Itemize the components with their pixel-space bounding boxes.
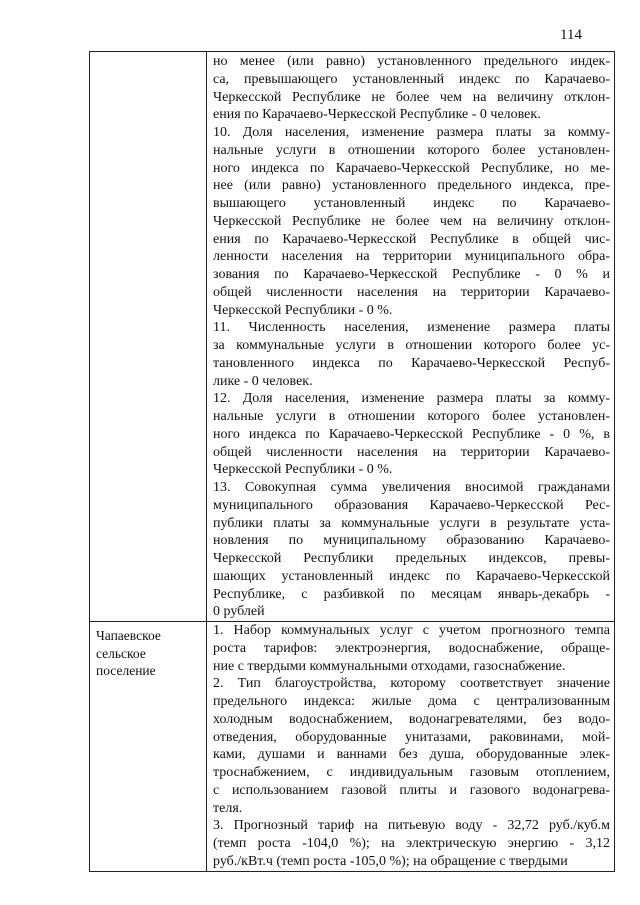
text-line: Черкесской Республики - 0 %.: [213, 462, 393, 478]
text-line: 13. Совокупная сумма увеличения вносимой гражданами: [213, 480, 610, 495]
text-line: 2. Тип благоустройства, которому соответствует значение: [213, 676, 610, 692]
text-line: новления по муниципальному образованию Карачаево-: [213, 533, 610, 549]
settlement-name-cell: [90, 52, 207, 622]
text-line: 1. Набор коммунальных услуг с учетом прогнозного темпа: [213, 623, 610, 638]
text-line: тановленного индекса по Карачаево-Черкесской Респуб-: [213, 355, 610, 371]
text-line: роста тарифов: электроэнергия, водоснабжение, обраще-: [213, 640, 610, 656]
text-line: шающих установленный индекс по Карачаево-Черкесской: [213, 568, 610, 584]
indicator-paragraph: [207, 675, 614, 817]
text-line: 10. Доля населения, изменение размера платы за комму-: [213, 125, 610, 140]
table-row: [90, 622, 615, 872]
text-line: (темп роста -104,0 %); на электрическую энергию - 3,12: [213, 836, 610, 851]
text-line: троснабжением, с индивидуальным газовым отоплением,: [213, 765, 610, 780]
text-line: Черкесской Республике не более чем на величину отклон-: [213, 89, 610, 105]
text-line: лике - 0 человек.: [213, 373, 313, 389]
text-line: 11. Численность населения, изменение размера платы: [213, 320, 610, 336]
text-line: за коммунальные услуги в отношении которого более ус-: [213, 338, 610, 353]
text-line: предельного индекса: жилые дома с централизованным: [213, 694, 610, 709]
text-line: 12. Доля населения, изменение размера платы за комму-: [213, 391, 610, 407]
indicators-cell: [207, 622, 615, 872]
settlement-name-cell: [90, 622, 207, 872]
indicator-paragraph: [207, 622, 614, 675]
text-line: ленности населения на территории муниципального обра-: [213, 249, 610, 265]
indicator-paragraph: [207, 53, 614, 124]
settlement-name-line: Чапаевское: [96, 628, 161, 643]
text-line: Черкесской Республики - 0 %.: [213, 302, 393, 318]
text-line: общей численности населения на территории Карачаево-: [213, 444, 610, 460]
text-line: ками, душами и ваннами без душа, оборудованные элек-: [213, 747, 610, 763]
text-line: ения по Карачаево-Черкесской Республике в общей чис-: [213, 231, 610, 247]
indicator-paragraph: [207, 319, 614, 390]
settlement-name: [90, 622, 206, 680]
text-line: ного индекса по Карачаево-Черкесской Республике, но ме-: [213, 160, 610, 176]
text-line: нее (или равно) установленного предельного индекса, пре-: [213, 178, 610, 194]
indicator-paragraph: [207, 817, 614, 870]
text-line: ного индекса по Карачаево-Черкесской Республике - 0 %, в: [213, 426, 610, 442]
text-line: са, превышающего установленный индекс по Карачаево-: [213, 71, 610, 87]
settlement-name-line: сельское: [96, 645, 146, 661]
text-line: публики платы за коммунальные услуги в результате уста-: [213, 515, 610, 531]
indicators-cell: [207, 52, 615, 622]
text-line: отведения, оборудованные унитазами, раковинами, мой-: [213, 729, 610, 745]
text-line: вышающего установленный индекс по Карачаево-: [213, 196, 610, 211]
text-line: холодным водоснабжением, водонагревателями, без водо-: [213, 711, 610, 727]
text-line: теля.: [213, 800, 243, 816]
text-line: 3. Прогнозный тариф на питьевую воду - 32,72 руб./куб.м: [213, 818, 610, 834]
text-line: Черкесской Республике не более чем на величину отклон-: [213, 213, 610, 229]
text-line: руб./кВт.ч (темп роста -105,0 %); на обращение с твердыми: [213, 853, 568, 869]
page-number: 114: [560, 27, 582, 43]
text-line: но менее (или равно) установленного предельного индек-: [213, 54, 610, 69]
text-line: муниципального образования Карачаево-Черкесской Рес-: [213, 497, 610, 513]
indicator-paragraph: [207, 390, 614, 479]
text-line: ения по Карачаево-Черкесской Республике - 0 человек.: [213, 107, 541, 123]
text-line: ние с твердыми коммунальными отходами, газоснабжение.: [213, 658, 566, 674]
text-line: Республике, с разбивкой по месяцам январь-декабрь -: [213, 586, 610, 602]
text-line: общей численности населения на территории Карачаево-: [213, 284, 610, 300]
text-line: 0 рублей: [213, 604, 265, 620]
indicator-paragraph: [207, 479, 614, 621]
indicator-paragraph: [207, 124, 614, 319]
settlement-table: [89, 51, 615, 872]
text-line: с использованием газовой плиты и газового водонагрева-: [213, 782, 610, 798]
text-line: нальные услуги в отношении которого более установлен-: [213, 142, 610, 158]
table-row: [90, 52, 615, 622]
text-line: зования по Карачаево-Черкесской Республике - 0 % и: [213, 267, 610, 282]
text-line: нальные услуги в отношении которого более установлен-: [213, 409, 610, 424]
settlement-name-line: поселение: [96, 663, 156, 678]
text-line: Черкесской Республики предельных индексов, превы-: [213, 551, 610, 566]
